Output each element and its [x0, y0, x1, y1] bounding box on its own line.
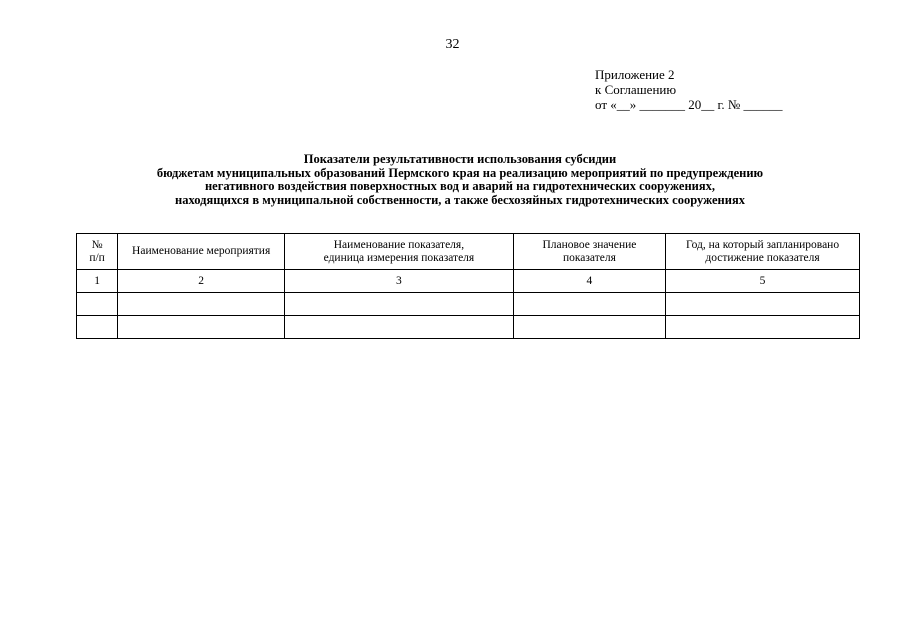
- table-cell: [118, 293, 285, 316]
- table-cell: 2: [118, 270, 285, 293]
- table-row: [77, 316, 860, 339]
- table-cell: [77, 293, 118, 316]
- table-cell: [513, 316, 665, 339]
- title-line-1: Показатели результативности использования субсидии: [303, 152, 617, 166]
- table-cell: [285, 316, 514, 339]
- table-cell: 5: [666, 270, 860, 293]
- appendix-title: Приложение 2: [595, 67, 675, 82]
- table-cell: 1: [77, 270, 118, 293]
- header-number: № п/п: [77, 234, 118, 270]
- appendix-date-line: от «__» _______ 20__ г. № ______: [595, 97, 783, 112]
- table-cell: 4: [513, 270, 665, 293]
- title-line-2: бюджетам муниципальных образований Пермского края на реализацию мероприятий по предупреждению: [156, 165, 764, 180]
- header-target-year: Год, на который запланировано достижение показателя: [666, 234, 860, 270]
- title-line-3: негативного воздействия поверхностных вод и аварий на гидротехнических сооружениях,: [204, 179, 716, 193]
- header-event-name: Наименование мероприятия: [118, 234, 285, 270]
- table-header-row: [77, 234, 860, 270]
- header-planned-value: Плановое значение показателя: [513, 234, 665, 270]
- table-cell: 3: [285, 270, 514, 293]
- table-numbering-row: [77, 270, 860, 293]
- table-cell: [118, 316, 285, 339]
- table-cell: [285, 293, 514, 316]
- table-cell: [666, 316, 860, 339]
- appendix-block: [595, 67, 783, 112]
- table-cell: [666, 293, 860, 316]
- page-number: 32: [445, 37, 460, 52]
- indicators-table: [76, 233, 860, 339]
- title-line-4: находящихся в муниципальной собственности, а также бесхозяйных гидротехнических сооружениях: [175, 192, 745, 207]
- table-row: [77, 293, 860, 316]
- table-cell: [513, 293, 665, 316]
- header-indicator-name: Наименование показателя, единица измерения показателя: [285, 234, 514, 270]
- table-cell: [77, 316, 118, 339]
- document-title: [0, 153, 905, 207]
- appendix-reference: к Соглашению: [595, 82, 677, 97]
